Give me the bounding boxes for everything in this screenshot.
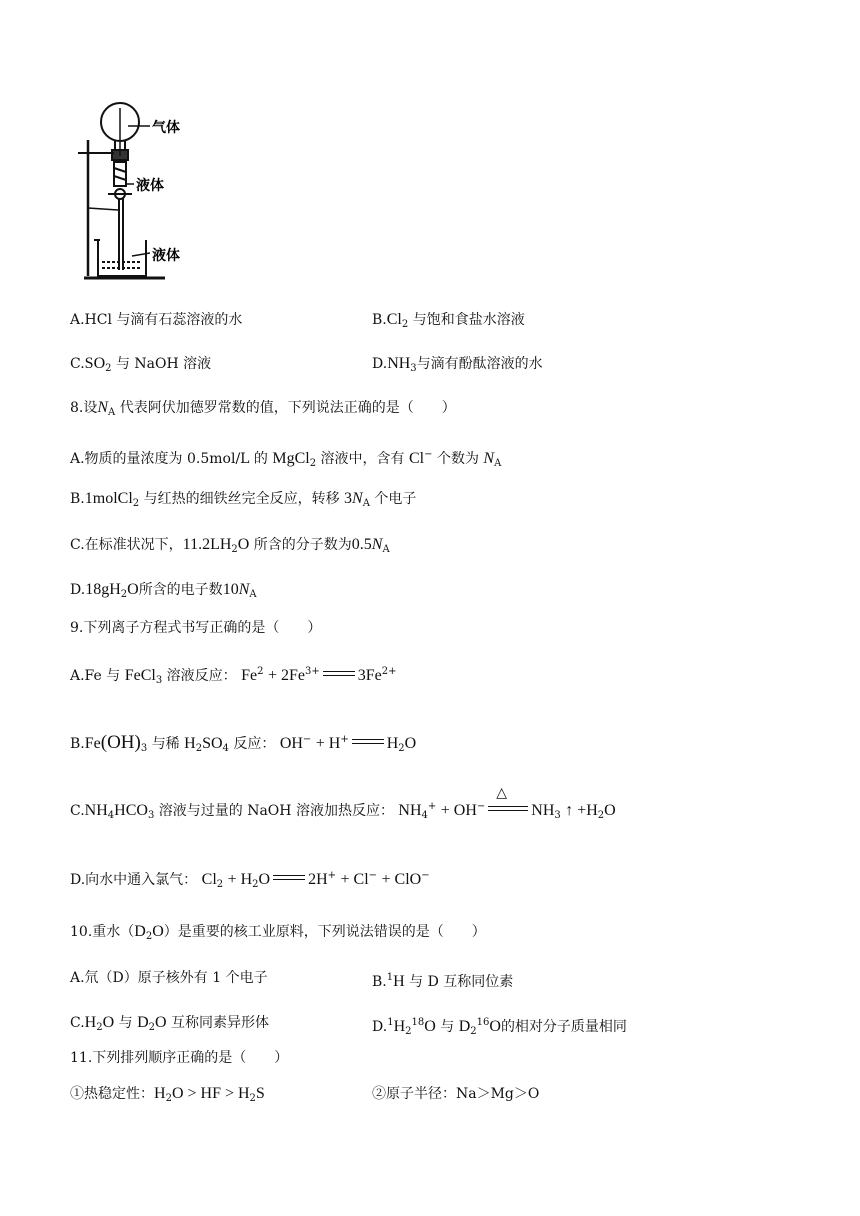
q11-stem: 11.下列排列顺序正确的是（ ） — [70, 1050, 289, 1066]
figure-label-liquid-top: 液体 — [136, 178, 164, 194]
q9-option-c: $C.NH_4HCO_3$ 溶液与过量的 NaOH 溶液加热反应： $NH_4^+ + OH^-$ △ $NH_3$ ↑ $+H_2O$ — [70, 785, 616, 821]
q7-option-a: A.HCl 与滴有石蕊溶液的水 — [70, 312, 243, 328]
q8-option-d: $D.18gH_2O$所含的电子数$10N_A$ — [70, 581, 257, 600]
q7-option-c: $C.SO_2$ 与 NaOH 溶液 — [70, 355, 212, 374]
q10-stem: 10.重水$(D_2O)$是重要的核工业原料，下列说法错误的是（ ） — [70, 923, 486, 942]
q8-option-a: A.物质的量浓度为 0.5mol/L 的 MgCl$_2$ 溶液中，含有 Cl− 个数为 $N_A$ — [70, 449, 502, 469]
q9-option-b: $B.Fe(OH)_3$ 与稀 $H_2SO_4$ 反应： OH− + H+ $H_2O$ — [70, 732, 417, 754]
q9-stem: 9.下列离子方程式书写正确的是（ ） — [70, 620, 322, 636]
q11-item-1: ①热稳定性：$H_2O$ > HF > $H_2S$ — [70, 1085, 265, 1104]
q9-option-d: D.向水中通入氯气： $Cl_2 + H_2O$ 2H+ + Cl− + ClO− — [70, 870, 430, 890]
q8-option-b: B.1molCl$_2$ 与红热的细铁丝完全反应，转移 $3N_A$ 个电子 — [70, 490, 417, 509]
q7-option-d: $D.NH_3$与滴有酚酞溶液的水 — [372, 355, 543, 374]
q9-option-a: A.Fe 与 FeCl$_3$ 溶液反应： $Fe^2 + 2Fe^{3+}$ $3Fe^{2+}$ — [70, 666, 397, 686]
q8-option-c: C.在标准状况下，$11.2LH_2O$ 所含的分子数为$0.5N_A$ — [70, 536, 390, 555]
q10-option-a: A.氘（D）原子核外有 1 个电子 — [70, 970, 268, 986]
q7-option-b: $B.Cl_2$ 与饱和食盐水溶液 — [372, 311, 525, 330]
q8-stem: 8.设$N_A$ 代表阿伏加德罗常数的值，下列说法正确的是（ ） — [70, 399, 456, 418]
figure-label-gas: 气体 — [152, 120, 180, 136]
fountain-apparatus-figure — [70, 98, 210, 283]
q11-item-2: ②原子半径：Na＞Mg＞O — [372, 1086, 540, 1102]
q10-option-d: $D.^1H_2^{18}O$ 与 $D_2^{16}O$的相对分子质量相同 — [372, 1017, 627, 1037]
heat-symbol: △ — [496, 785, 508, 801]
q10-option-b: B.$^1$H 与 D 互称同位素 — [372, 972, 514, 990]
figure-label-liquid-bottom: 液体 — [152, 248, 180, 264]
q10-option-c: $C.H_2O$ 与 $D_2O$ 互称同素异形体 — [70, 1014, 270, 1033]
